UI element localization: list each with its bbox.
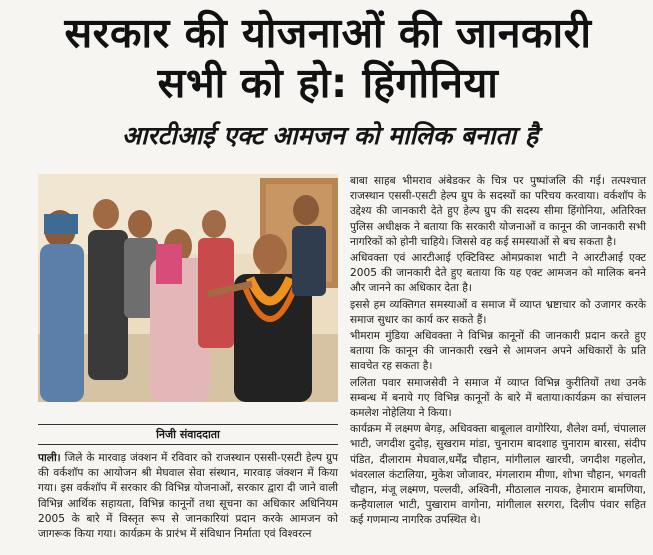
paragraph-4: भीमराम मुंडिया अधिवक्ता ने विभिन्न कानूनों की जानकारी प्रदान करते हुए बताया कि कानून की जानकारी रखने से आमजन अपने अधिकारों के प्रति सावचेत रह सकता है। (350, 330, 646, 373)
paragraph-6: कार्यक्रम में लक्ष्मण बेगड़, अधिवक्ता बाबूलाल वागोरिया, शैलेश वर्मा, चंपालाल भाटी, जगदीश दुदोड़, सुखराम मांडा, चुनाराम बादशाह चुनाराम बारसा, संदीप पंडित, दीलाराम मेघवाल,धर्मेंद्र चौहान, मांगीलाल खारची, जगदीश गहलोत, भंवरलाल कंटालिया, मुकेश जोजावर, मंगलाराम मीणा, शोभा चौहान, भगवती चौहान, मंजू लक्ष्मण, पल्लवी, अश्विनी, मीठालाल नायक, हेमाराम बामणिया, कन्हैयालाल भाटी, पुखाराम वागोना, मांगीलाल सरगरा, दिलीप पंवार सहित कई गणमान्य नागरिक उपस्थित थे। (350, 423, 646, 527)
dateline: पाली। (38, 452, 61, 464)
news-photo-illustration (38, 174, 338, 402)
headline-line-1: सरकार की योजनाओं की जानकारी (64, 9, 592, 57)
paragraph-1: बाबा साहब भीमराव अंबेडकर के चित्र पर पुष्पांजलि की गई। तत्पश्चात राजस्थान एससी-एसटी हेल्प ग्रुप के सदस्यों का परिचय करवाया। वर्कशॉप के उद्देश्य की जानकारी देते हुए हेल्प ग्रुप की सदस्य सीमा हिंगोनिया, अतिरिक्त पुलिस अधीक्षक ने बताया कि सरकारी योजनाओं व कानून की जानकारी सभी नागरिकों को होनी चाहिये। जिससे वह कई समस्याओं से बच सकता है। (350, 175, 646, 248)
left-column-text: जिले के मारवाड़ जंक्शन में रविवार को राजस्थान एससी-एसटी हेल्प ग्रुप की वर्कशॉप का आयोजन श्री मेघवाल सेवा संस्थान, मारवाड़ जंक्शन में किया गया। इस वर्कशॉप में सरकार की विभिन्न योजनाओं, सरकार द्वारा दी जाने वाली विभिन्न आर्थिक सहायता, विभिन्न कानूनों तथा सूचना का अधिकार अधिनियम 2005 के बारे में विस्तृत रूप से जानकारियां प्रदान करके आमजन को जागरूक किया गया। कार्यक्रम के प्रारंभ में संविधान निर्माता एवं विश्वरत्न (38, 452, 338, 541)
news-photo (38, 174, 338, 402)
subheadline: आरटीआई एक्ट आमजन को मालिक बनाता है (121, 121, 539, 150)
headline-line-2: सभी को हो: हिंगोनिया (157, 59, 499, 107)
paragraph-5: ललिता पवार समाजसेवी ने समाज में व्याप्त विभिन्न कुरीतियों तथा उनके सम्बन्ध में बनाये गए विभिन्न कानूनों के बारे में बताया।कार्यक्रम का संचालन कमलेश नोहेलिया ने किया। (350, 376, 646, 420)
paragraph-2: अधिवक्ता एवं आरटीआई एक्टिविस्ट ओमप्रकाश भाटी ने आरटीआई एक्ट 2005 की जानकारी देते हुए बताया कि यह एक्ट आमजन को मालिक बनने और जानने का अधिकार देता है। (350, 252, 646, 295)
right-column (350, 174, 646, 530)
byline: निजी संवाददाता (38, 424, 338, 445)
left-column (38, 451, 338, 543)
left-column-paragraph (38, 451, 338, 542)
headline (18, 8, 638, 108)
paragraph-3: इससे हम व्यक्तिगत समस्याओं व समाज में व्याप्त भ्रष्टाचार को उजागर करके समाज सुधार का कार्य कर सकते हैं। (350, 298, 646, 326)
